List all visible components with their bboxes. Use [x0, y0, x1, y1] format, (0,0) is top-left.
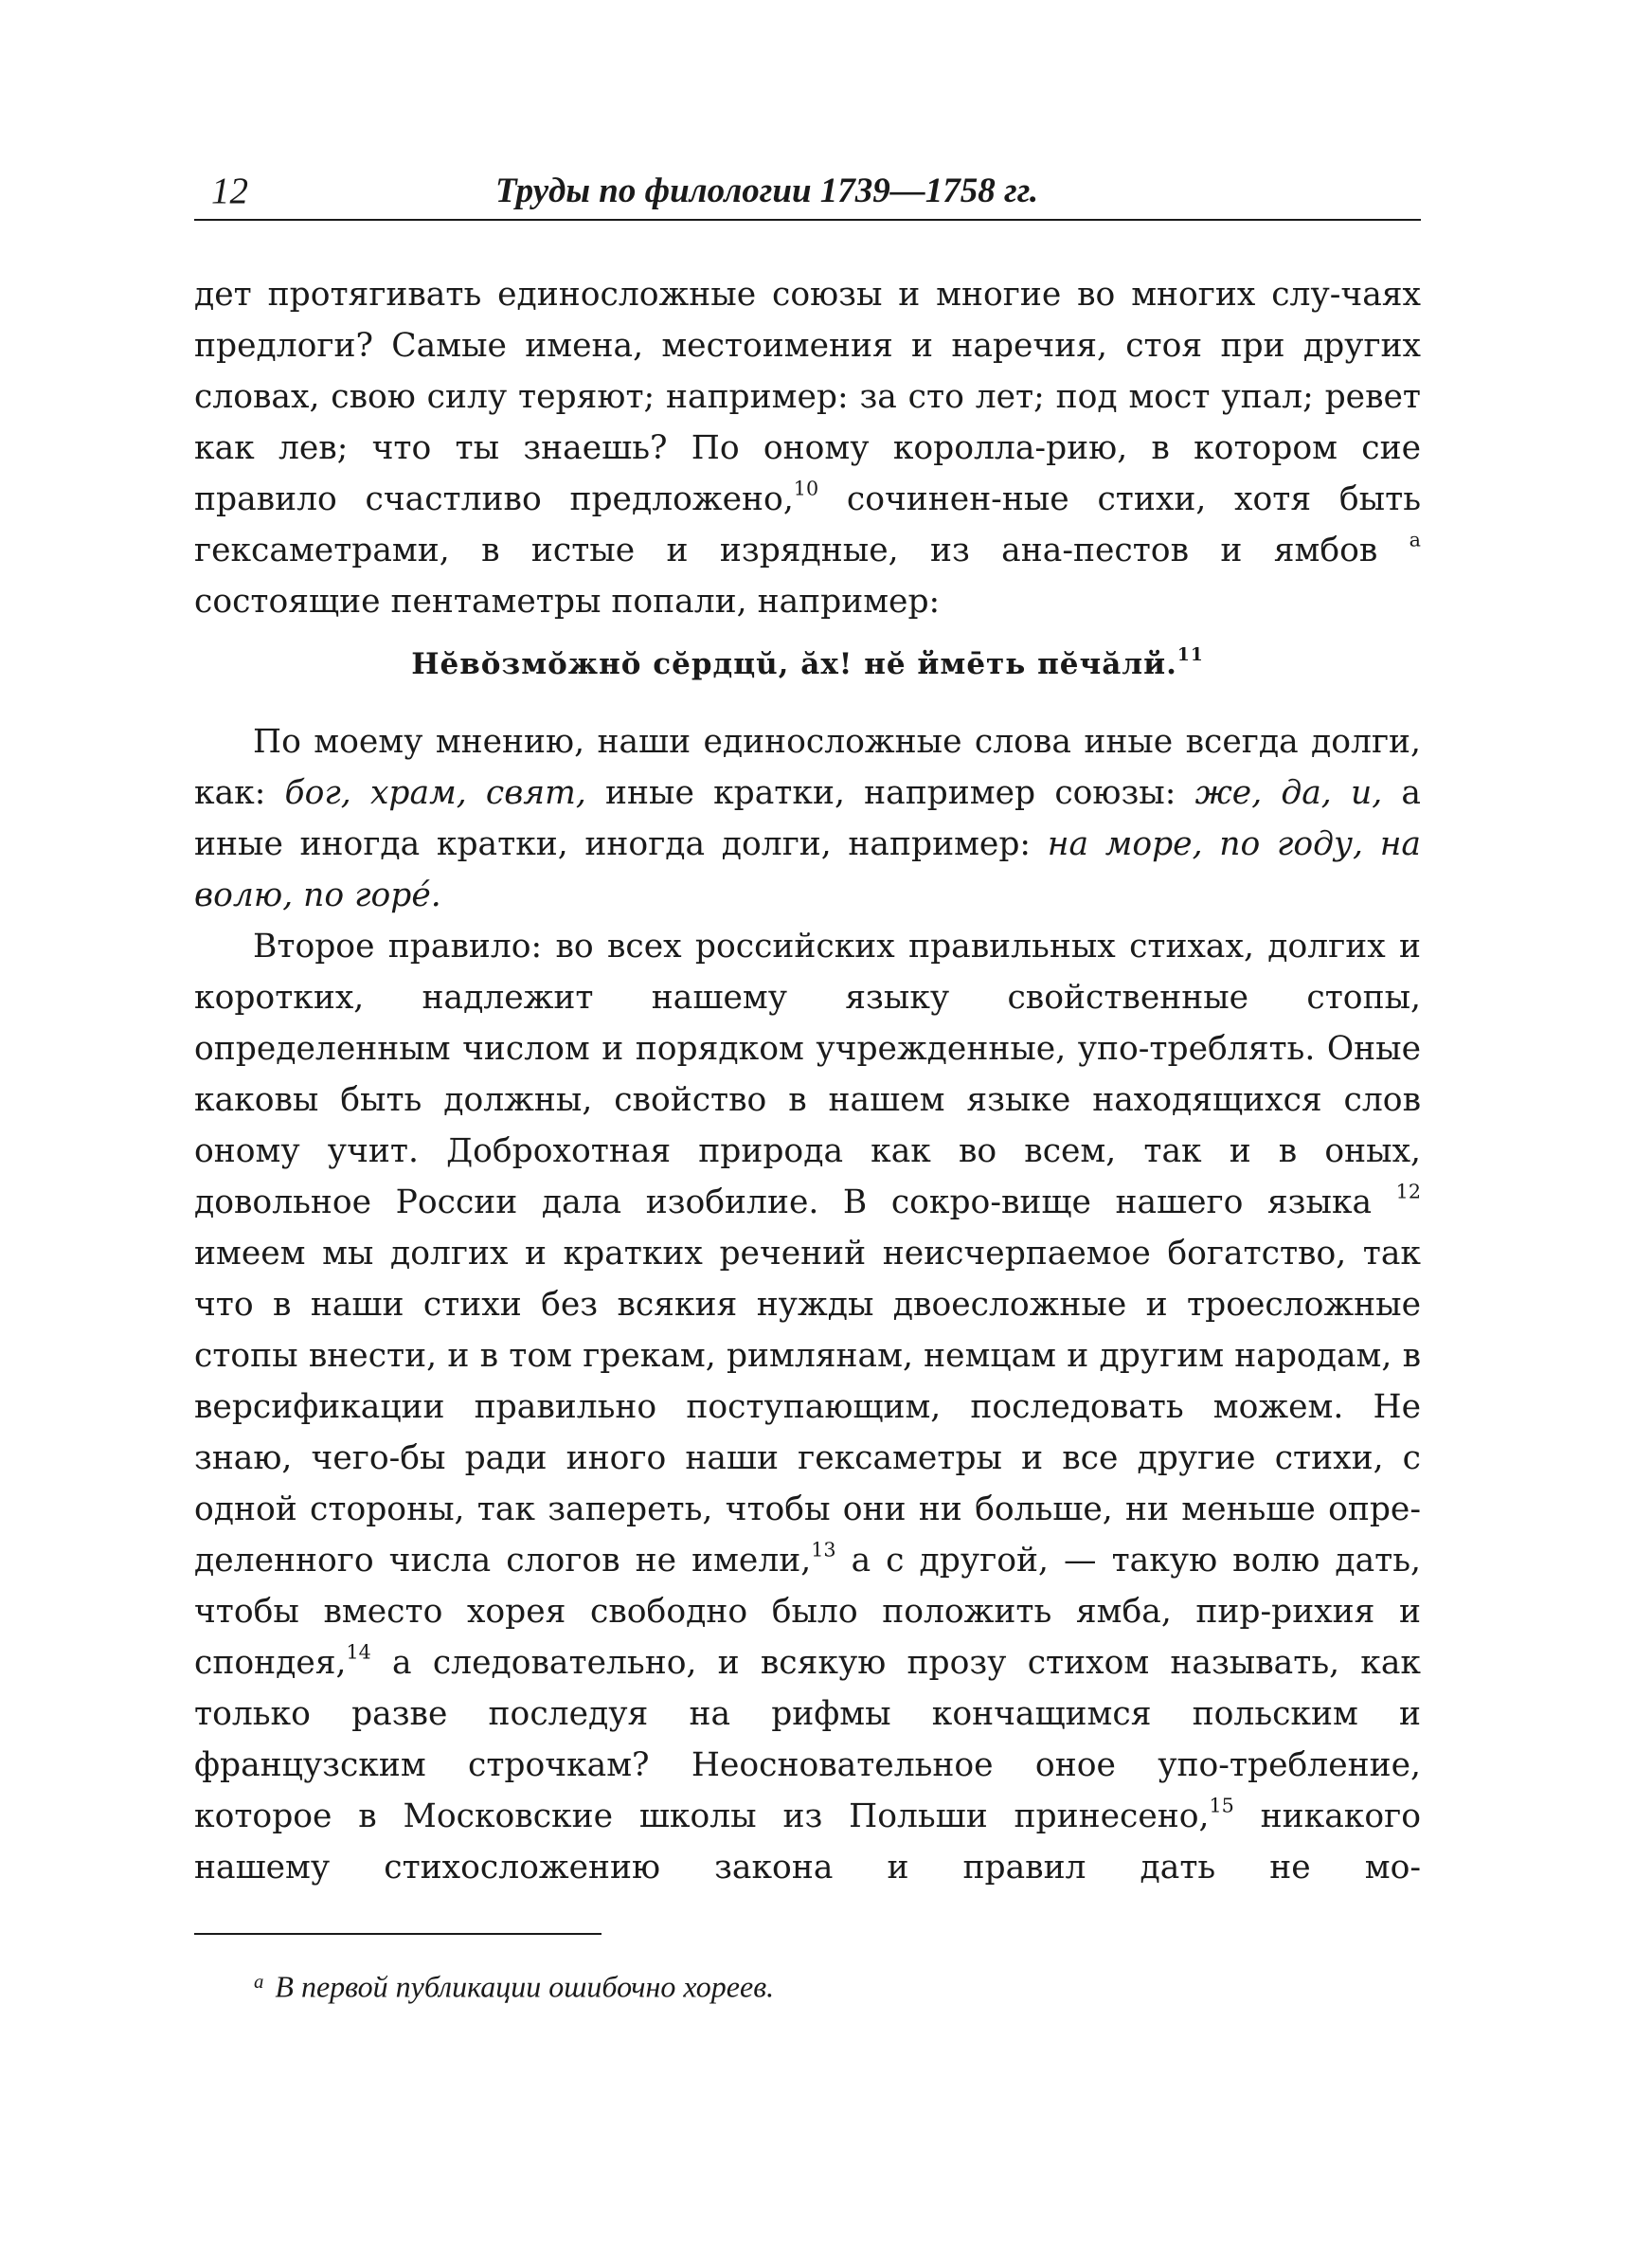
page-number: 12 — [211, 171, 248, 211]
footnote-text: В первой публикации ошибочно хореев. — [275, 1969, 775, 2004]
italic-text: на море, по году, на волю, по горé. — [194, 825, 1421, 914]
text-run: состоящие пентаметры попали, например: — [194, 583, 941, 621]
text-run: По моему мнению, наши единосложные слова иные всегда долги, как: — [194, 723, 1421, 812]
text-run: а следовательно, и всякую прозу стихом называть, как только разве последуя на рифмы кончащимся польским и французским строчкам? Неосновательное оное упо-требление, которое в Московские школы из Польши принесено, — [194, 1644, 1421, 1835]
note-reference: 11 — [1176, 645, 1204, 666]
note-reference: 13 — [811, 1538, 836, 1562]
text-run: иные кратки, например союзы: — [585, 774, 1195, 812]
running-header — [194, 169, 1421, 214]
footnote-rule — [194, 1933, 602, 1935]
text-run: сочинен-ные стихи, хотя быть гексаметрами, в истые и изрядные, из ана-пестов и ямбов — [194, 480, 1421, 569]
text-run: имеем мы долгих и кратких речений неисчерпаемое богатство, так что в наши стихи без всякия нужды двоесложные и троесложные стопы внести, и в том грекам, римлянам, немцам и другим народам, в версификации правильно поступающим, последовать можем. Не знаю, чего-бы ради иного наши гексаметры и все другие стихи, с одной стороны, так запереть, чтобы они ни больше, ни меньше опре-деленного числа слогов не имели, — [194, 1235, 1421, 1580]
verse-line — [194, 639, 1421, 690]
body-text — [194, 269, 1421, 1893]
footnote-marker: а — [254, 1971, 264, 1993]
text-run: а с другой, — такую волю дать, чтобы вместо хорея свободно было положить ямба, пир-рихия и спондея, — [194, 1542, 1422, 1682]
italic-text: бог, храм, свят, — [284, 774, 586, 812]
paragraph — [194, 716, 1421, 921]
text-run: Нĕвŏзмŏжнŏ сĕрдцŭ, ăх! нĕ ймēть пĕчăлй. — [411, 647, 1177, 681]
note-reference: 14 — [346, 1640, 371, 1664]
footnote — [254, 1961, 1201, 2007]
text-run: Второе правило: во всех российских правильных стихах, долгих и коротких, надлежит нашему языку свойственные стопы, определенным числом и порядком учрежденные, упо-треблять. Оные каковы быть должны, свойство в нашем языке находящихся слов оному учит. Доброхотная природа как во всем, так и в оных, довольное России дала изобилие. В сокро-вище нашего языка — [194, 928, 1421, 1221]
text-run: а иные иногда кратки, иногда долги, например: — [194, 774, 1421, 863]
paragraph — [194, 269, 1421, 627]
text-run: никакого нашему стихосложению закона и правил дать не мо- — [194, 1797, 1421, 1887]
note-reference: а — [1409, 528, 1421, 551]
note-reference: 10 — [793, 477, 819, 500]
header-rule — [194, 219, 1421, 221]
text-run: дет протягивать единосложные союзы и многие во многих слу-чаях предлоги? Самые имена, местоимения и наречия, стоя при других словах, свою силу теряют; например: за сто лет; под мост упал; ревет как лев; что ты знаешь? По оному королла-рию, в котором сие правило счастливо предложено, — [194, 276, 1421, 518]
italic-text: же, да, и, — [1194, 774, 1383, 812]
note-reference: 12 — [1395, 1180, 1421, 1203]
note-reference: 15 — [1209, 1794, 1234, 1817]
running-title: Труды по филологии 1739—1758 гг. — [495, 172, 1039, 210]
paragraph — [194, 921, 1421, 1893]
